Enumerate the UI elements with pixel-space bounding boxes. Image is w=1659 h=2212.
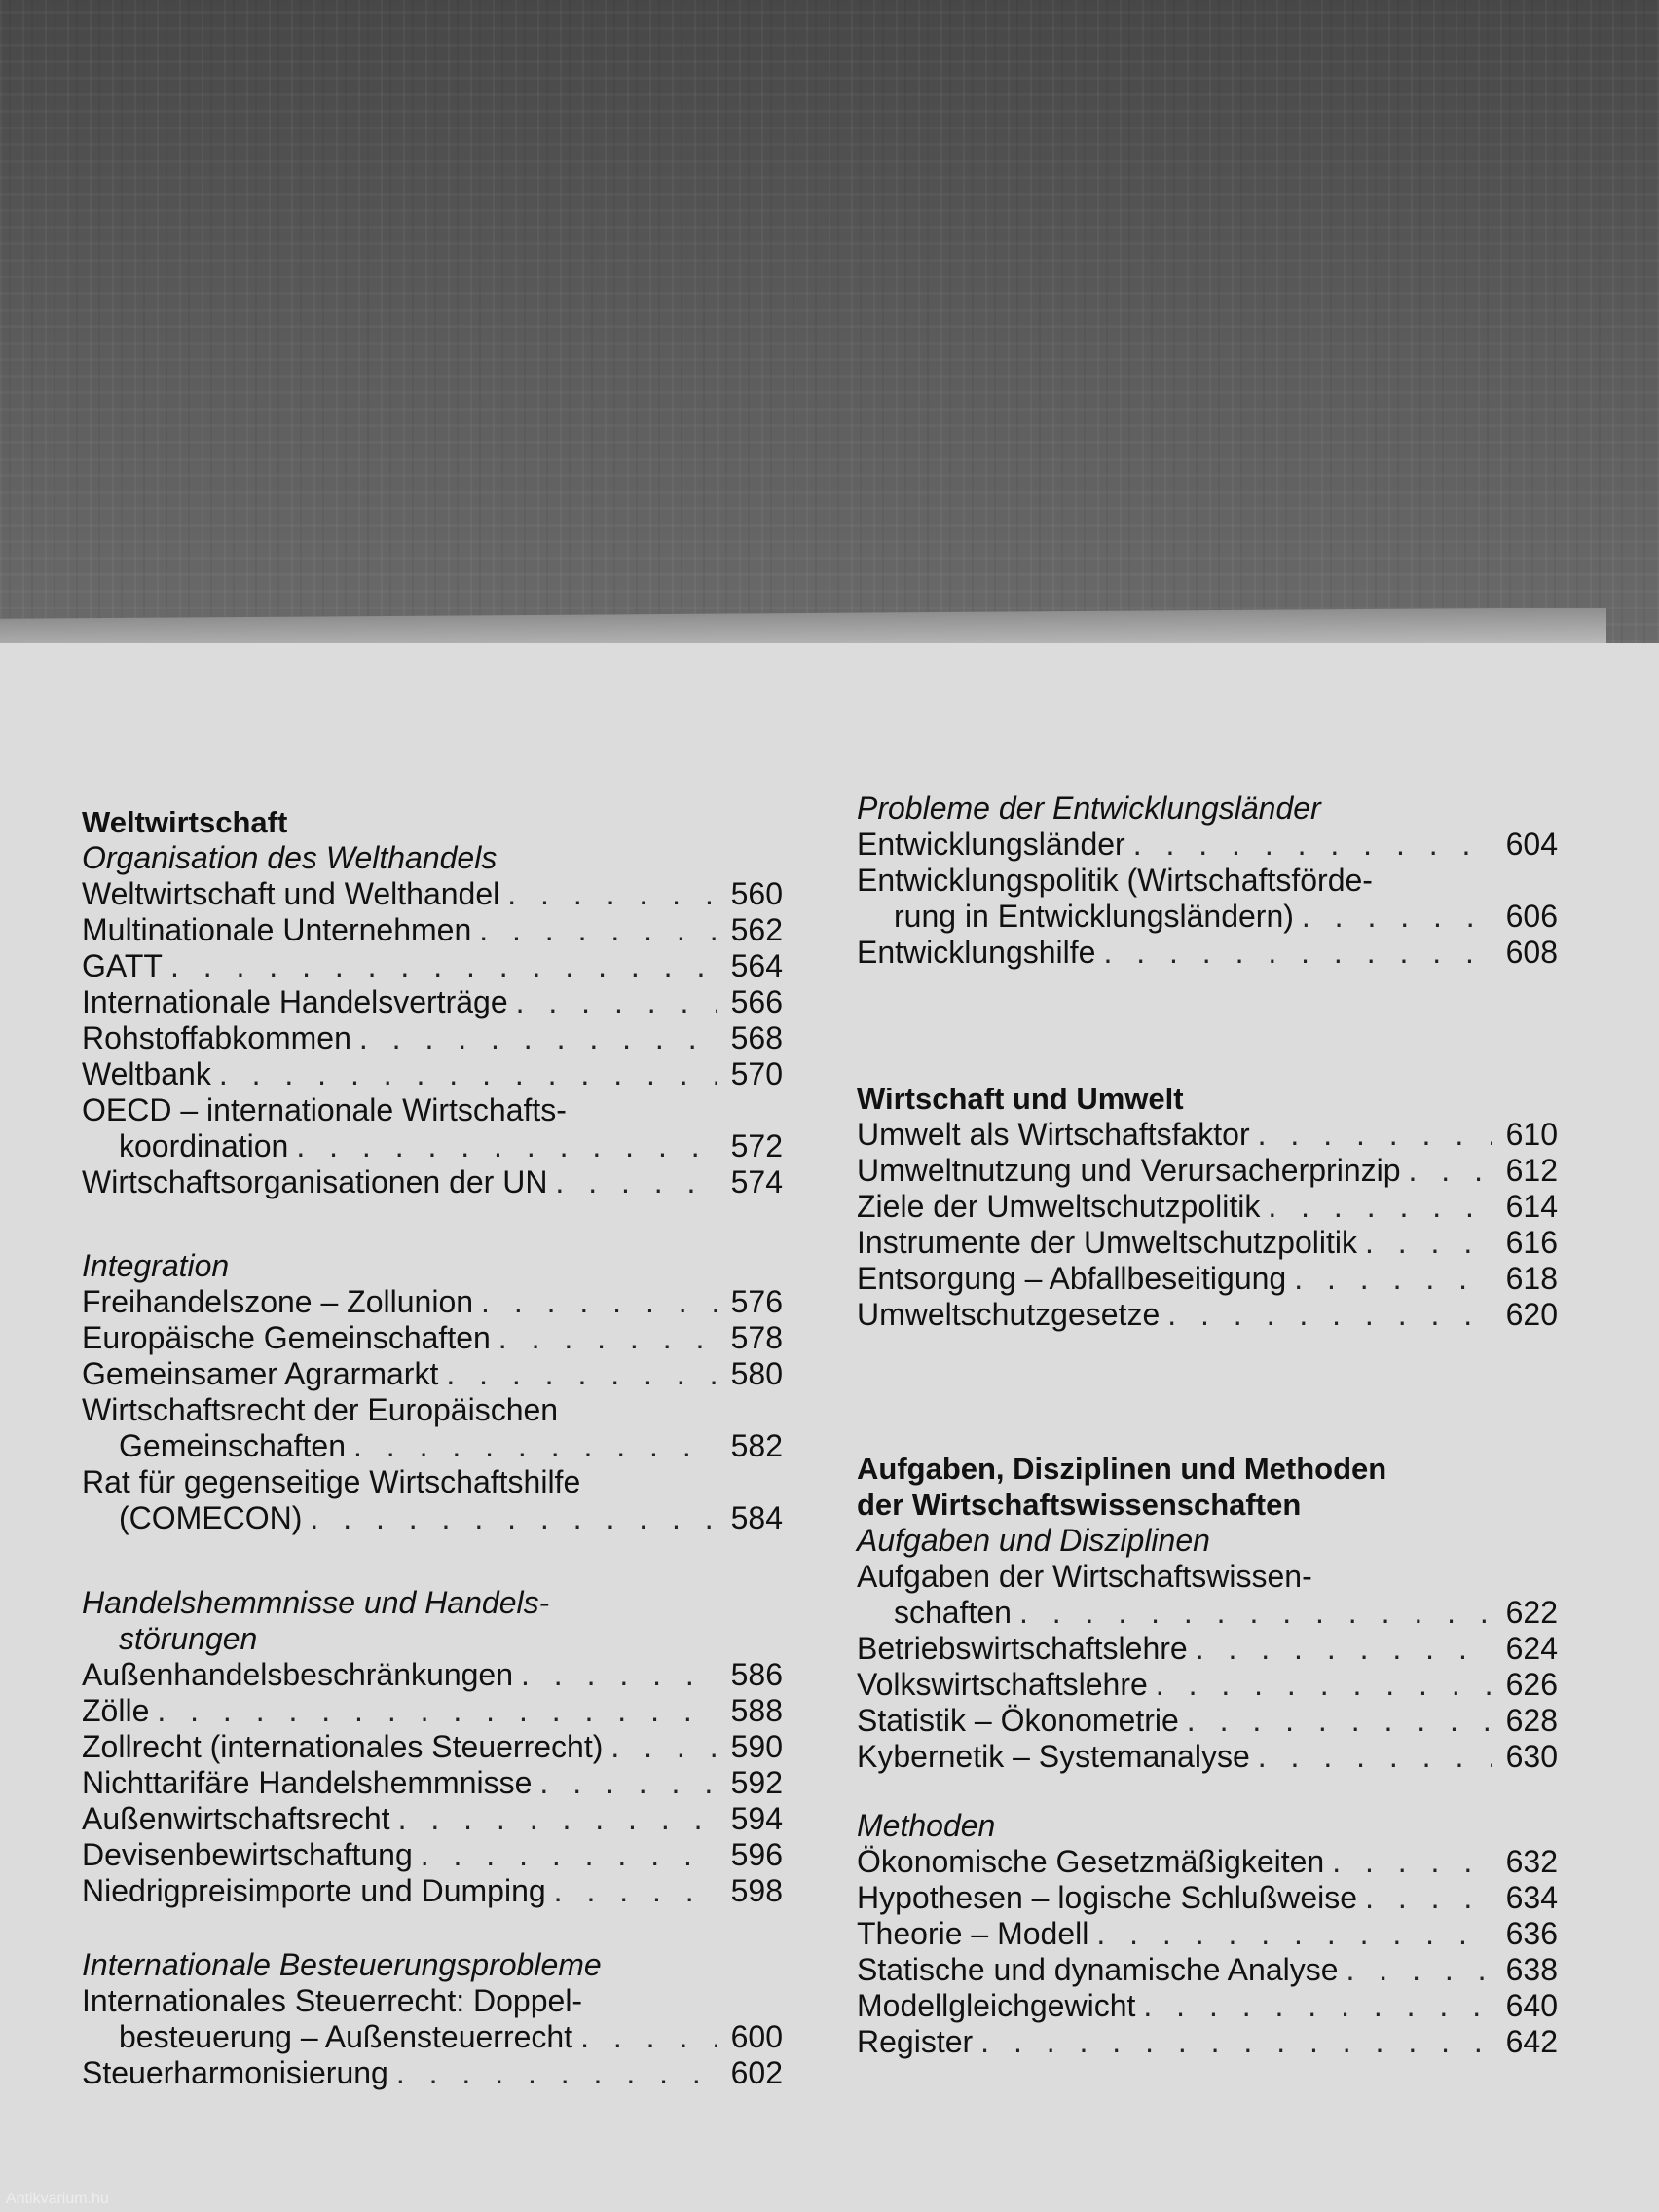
section-umwelt bbox=[857, 1081, 1558, 1333]
page-number: 630 bbox=[1505, 1739, 1558, 1774]
toc-entry bbox=[82, 912, 783, 948]
dot-leader bbox=[1346, 1952, 1492, 1988]
dot-leader bbox=[446, 1356, 717, 1392]
dot-leader bbox=[1365, 1225, 1492, 1261]
toc-entry-title: koordination bbox=[119, 1128, 289, 1163]
dot-leader bbox=[1409, 1153, 1492, 1189]
page-number: 640 bbox=[1505, 1988, 1558, 2023]
toc-entry-title: rung in Entwicklungsländern) bbox=[894, 899, 1294, 934]
section-handelshemmnisse bbox=[82, 1585, 783, 1909]
section-heading: Wirtschaft und Umwelt bbox=[857, 1082, 1184, 1116]
toc-entry-title: Devisenbewirtschaftung bbox=[82, 1837, 413, 1872]
page-number: 600 bbox=[730, 2019, 783, 2054]
toc-entry-title: Entwicklungshilfe bbox=[857, 935, 1096, 970]
toc-entry bbox=[857, 2024, 1558, 2060]
subsection-title: Methoden bbox=[857, 1808, 996, 1843]
page-number: 570 bbox=[730, 1056, 783, 1091]
toc-entry-title: Außenwirtschaftsrecht bbox=[82, 1801, 390, 1836]
toc-entry-title: Register bbox=[857, 2024, 974, 2059]
entry-list bbox=[82, 1284, 783, 1536]
toc-entry bbox=[857, 1988, 1558, 2024]
page-number: 622 bbox=[1505, 1595, 1558, 1630]
dot-leader bbox=[170, 948, 717, 984]
toc-entry-title: Betriebswirtschaftslehre bbox=[857, 1631, 1188, 1666]
dot-leader bbox=[359, 1020, 717, 1056]
toc-entry bbox=[857, 1595, 1558, 1631]
section-heading-line2: der Wirtschaftswissenschaften bbox=[857, 1488, 1302, 1522]
page-number: 586 bbox=[730, 1657, 783, 1692]
toc-entry bbox=[82, 2055, 783, 2091]
watermark: Antikvarium.hu bbox=[6, 2191, 109, 2207]
toc-entry-title: Zölle bbox=[82, 1693, 150, 1728]
toc-entry bbox=[82, 1320, 783, 1356]
entry-list bbox=[857, 1559, 1558, 1775]
toc-entry bbox=[857, 1703, 1558, 1739]
page-number: 578 bbox=[730, 1320, 783, 1355]
dot-leader bbox=[296, 1128, 717, 1164]
toc-entry bbox=[82, 1500, 783, 1536]
toc-entry bbox=[857, 1297, 1558, 1333]
toc-entry bbox=[857, 899, 1558, 935]
toc-entry bbox=[857, 1261, 1558, 1297]
dot-leader bbox=[1019, 1595, 1492, 1631]
dot-leader bbox=[479, 912, 717, 948]
toc-entry bbox=[857, 1916, 1558, 1952]
page-number: 582 bbox=[730, 1428, 783, 1463]
toc-entry-title: Instrumente der Umweltschutzpolitik bbox=[857, 1225, 1357, 1260]
toc-entry bbox=[82, 1164, 783, 1200]
toc-entry bbox=[82, 1428, 783, 1464]
dot-leader bbox=[1156, 1667, 1492, 1703]
toc-entry bbox=[82, 1729, 783, 1765]
toc-entry-title: Wirtschaftsrecht der Europäischen bbox=[82, 1392, 559, 1427]
page-number: 592 bbox=[730, 1765, 783, 1800]
page-number: 632 bbox=[1505, 1844, 1558, 1879]
toc-entry-title: Rat für gegenseitige Wirtschaftshilfe bbox=[82, 1464, 581, 1499]
toc-entry-title: Statistik – Ökonometrie bbox=[857, 1703, 1179, 1738]
toc-entry-title: Aufgaben der Wirtschaftswissen- bbox=[857, 1559, 1312, 1594]
page-number: 612 bbox=[1505, 1153, 1558, 1188]
toc-entry-title: GATT bbox=[82, 948, 163, 983]
page-number: 636 bbox=[1505, 1916, 1558, 1951]
toc-entry bbox=[857, 1844, 1558, 1880]
toc-entry bbox=[857, 935, 1558, 971]
page-number: 590 bbox=[730, 1729, 783, 1764]
page-number: 614 bbox=[1505, 1189, 1558, 1224]
toc-entry bbox=[82, 984, 783, 1020]
toc-entry-title: Statische und dynamische Analyse bbox=[857, 1952, 1339, 1987]
dot-leader bbox=[498, 1320, 717, 1356]
section-integration bbox=[82, 1248, 783, 1536]
entry-list bbox=[857, 1117, 1558, 1333]
book-page bbox=[0, 643, 1659, 2212]
dot-leader bbox=[421, 1837, 717, 1873]
toc-entry bbox=[82, 2019, 783, 2055]
toc-entry bbox=[82, 1128, 783, 1164]
toc-entry-title: besteuerung – Außensteuerrecht bbox=[119, 2019, 573, 2054]
dot-leader bbox=[555, 1164, 717, 1200]
toc-entry-title: OECD – internationale Wirtschafts- bbox=[82, 1092, 567, 1127]
toc-entry-title: Theorie – Modell bbox=[857, 1916, 1089, 1951]
page-number: 628 bbox=[1505, 1703, 1558, 1738]
dot-leader bbox=[1302, 899, 1492, 935]
entry-list bbox=[82, 1983, 783, 2091]
dot-leader bbox=[1196, 1631, 1492, 1667]
dot-leader bbox=[157, 1693, 717, 1729]
entry-list bbox=[82, 1657, 783, 1909]
dot-leader bbox=[310, 1500, 717, 1536]
dot-leader bbox=[610, 1729, 717, 1765]
toc-entry-title: Weltbank bbox=[82, 1056, 211, 1091]
toc-entry bbox=[857, 1952, 1558, 1988]
section-heading-line1: Aufgaben, Disziplinen und Methoden bbox=[857, 1452, 1387, 1486]
dot-leader bbox=[353, 1428, 717, 1464]
page-number: 598 bbox=[730, 1873, 783, 1908]
toc-entry-title: schaften bbox=[894, 1595, 1012, 1630]
page-number: 576 bbox=[730, 1284, 783, 1319]
section-aufgaben-methoden bbox=[857, 1451, 1558, 2060]
toc-entry bbox=[857, 1880, 1558, 1916]
toc-entry bbox=[82, 1020, 783, 1056]
toc-entry-title: Modellgleichgewicht bbox=[857, 1988, 1136, 2023]
toc-entry-title: Umwelt als Wirtschaftsfaktor bbox=[857, 1117, 1250, 1152]
section-besteuerung bbox=[82, 1947, 783, 2091]
subsection-title: Organisation des Welthandels bbox=[82, 840, 498, 875]
page-number: 594 bbox=[730, 1801, 783, 1836]
dot-leader bbox=[396, 2055, 717, 2091]
subsection-title: Integration bbox=[82, 1248, 230, 1283]
toc-entry bbox=[82, 1284, 783, 1320]
section-weltwirtschaft bbox=[82, 804, 783, 1200]
entry-list bbox=[857, 827, 1558, 971]
page-number: 608 bbox=[1505, 935, 1558, 970]
toc-entry-title: Ziele der Umweltschutzpolitik bbox=[857, 1189, 1261, 1224]
page-number: 620 bbox=[1505, 1297, 1558, 1332]
toc-entry-title: Kybernetik – Systemanalyse bbox=[857, 1739, 1250, 1774]
toc-entry bbox=[857, 827, 1558, 863]
subsection-title: Probleme der Entwicklungsländer bbox=[857, 791, 1321, 826]
subsection-title: Internationale Besteuerungsprobleme bbox=[82, 1947, 602, 1982]
page-number: 624 bbox=[1505, 1631, 1558, 1666]
toc-entry bbox=[857, 1153, 1558, 1189]
toc-entry-title: Außenhandelsbeschränkungen bbox=[82, 1657, 513, 1692]
toc-entry bbox=[857, 1631, 1558, 1667]
toc-entry-title: Umweltnutzung und Verursacherprinzip bbox=[857, 1153, 1401, 1188]
page-number: 642 bbox=[1505, 2024, 1558, 2059]
page-number: 602 bbox=[730, 2055, 783, 2090]
toc-entry bbox=[857, 1739, 1558, 1775]
dot-leader bbox=[398, 1801, 717, 1837]
dot-leader bbox=[1258, 1117, 1492, 1153]
page-number: 568 bbox=[730, 1020, 783, 1055]
toc-entry-title: Niedrigpreisimporte und Dumping bbox=[82, 1873, 546, 1908]
page-number: 580 bbox=[730, 1356, 783, 1391]
toc-entry bbox=[82, 948, 783, 984]
dot-leader bbox=[516, 984, 717, 1020]
subsection-title-line1: Handelshemmnisse und Handels- bbox=[82, 1585, 550, 1620]
page-number: 616 bbox=[1505, 1225, 1558, 1260]
toc-entry-title: Nichttarifäre Handelshemmnisse bbox=[82, 1765, 533, 1800]
dot-leader bbox=[1096, 1916, 1492, 1952]
page-number: 560 bbox=[730, 876, 783, 911]
dot-leader bbox=[219, 1056, 717, 1092]
page-number: 562 bbox=[730, 912, 783, 947]
toc-entry bbox=[857, 1189, 1558, 1225]
dot-leader bbox=[1167, 1297, 1492, 1333]
toc-entry bbox=[82, 1356, 783, 1392]
page-number: 638 bbox=[1505, 1952, 1558, 1987]
toc-entry bbox=[82, 1693, 783, 1729]
toc-entry bbox=[82, 1873, 783, 1909]
toc-entry-title: Multinationale Unternehmen bbox=[82, 912, 472, 947]
dot-leader bbox=[481, 1284, 717, 1320]
entry-list bbox=[82, 876, 783, 1200]
toc-entry-title: Gemeinsamer Agrarmarkt bbox=[82, 1356, 439, 1391]
toc-entry-title: Gemeinschaften bbox=[119, 1428, 347, 1463]
page-number: 604 bbox=[1505, 827, 1558, 862]
toc-entry bbox=[857, 1117, 1558, 1153]
toc-entry-title: Entwicklungspolitik (Wirtschaftsförde- bbox=[857, 863, 1373, 898]
page-number: 610 bbox=[1505, 1117, 1558, 1152]
toc-entry-title: Internationales Steuerrecht: Doppel- bbox=[82, 1983, 583, 2018]
dot-leader bbox=[1258, 1739, 1492, 1775]
desk-background bbox=[0, 0, 1659, 643]
toc-entry-title: Hypothesen – logische Schlußweise bbox=[857, 1880, 1358, 1915]
section-entwicklungslaender bbox=[857, 791, 1558, 971]
toc-entry-title: Volkswirtschaftslehre bbox=[857, 1667, 1148, 1702]
dot-leader bbox=[539, 1765, 717, 1801]
dot-leader bbox=[1332, 1844, 1492, 1880]
toc-entry-title: Freihandelszone – Zollunion bbox=[82, 1284, 474, 1319]
toc-entry-title: Umweltschutzgesetze bbox=[857, 1297, 1161, 1332]
page-number: 564 bbox=[730, 948, 783, 983]
toc-entry bbox=[82, 1837, 783, 1873]
dot-leader bbox=[1143, 1988, 1492, 2024]
toc-entry bbox=[82, 876, 783, 912]
page-number: 634 bbox=[1505, 1880, 1558, 1915]
toc-entry-title: Internationale Handelsverträge bbox=[82, 984, 508, 1019]
dot-leader bbox=[1294, 1261, 1492, 1297]
page-number: 584 bbox=[730, 1500, 783, 1535]
toc-entry-title: Zollrecht (internationales Steuerrecht) bbox=[82, 1729, 604, 1764]
toc-entry bbox=[82, 1056, 783, 1092]
section-heading: Weltwirtschaft bbox=[82, 805, 288, 839]
dot-leader bbox=[1365, 1880, 1492, 1916]
entry-list bbox=[857, 1844, 1558, 2060]
toc-entry bbox=[857, 1225, 1558, 1261]
toc-entry-title: Europäische Gemeinschaften bbox=[82, 1320, 491, 1355]
page-number: 606 bbox=[1505, 899, 1558, 934]
page-number: 626 bbox=[1505, 1667, 1558, 1702]
toc-entry-title: Wirtschaftsorganisationen der UN bbox=[82, 1164, 548, 1199]
toc-entry-title: (COMECON) bbox=[119, 1500, 303, 1535]
page-number: 572 bbox=[730, 1128, 783, 1163]
toc-entry-title: Ökonomische Gesetzmäßigkeiten bbox=[857, 1844, 1325, 1879]
dot-leader bbox=[1187, 1703, 1492, 1739]
page-number: 574 bbox=[730, 1164, 783, 1199]
toc-entry bbox=[82, 1765, 783, 1801]
toc-entry-title: Entsorgung – Abfallbeseitigung bbox=[857, 1261, 1287, 1296]
dot-leader bbox=[521, 1657, 717, 1693]
dot-leader bbox=[580, 2019, 717, 2055]
dot-leader bbox=[1268, 1189, 1492, 1225]
toc-entry-title: Steuerharmonisierung bbox=[82, 2055, 388, 2090]
toc-entry-title: Rohstoffabkommen bbox=[82, 1020, 351, 1055]
subsection-title-line2: störungen bbox=[119, 1621, 258, 1656]
dot-leader bbox=[507, 876, 717, 912]
page-number: 596 bbox=[730, 1837, 783, 1872]
toc-entry bbox=[857, 1667, 1558, 1703]
dot-leader bbox=[1133, 827, 1492, 863]
page-number: 588 bbox=[730, 1693, 783, 1728]
dot-leader bbox=[554, 1873, 717, 1909]
toc-entry bbox=[82, 1657, 783, 1693]
toc-entry-title: Weltwirtschaft und Welthandel bbox=[82, 876, 500, 911]
dot-leader bbox=[1103, 935, 1492, 971]
subsection-title: Aufgaben und Disziplinen bbox=[857, 1523, 1210, 1558]
page-number: 618 bbox=[1505, 1261, 1558, 1296]
toc-entry bbox=[82, 1801, 783, 1837]
toc-entry-title: Entwicklungsländer bbox=[857, 827, 1125, 862]
dot-leader bbox=[980, 2024, 1492, 2060]
page-number: 566 bbox=[730, 984, 783, 1019]
